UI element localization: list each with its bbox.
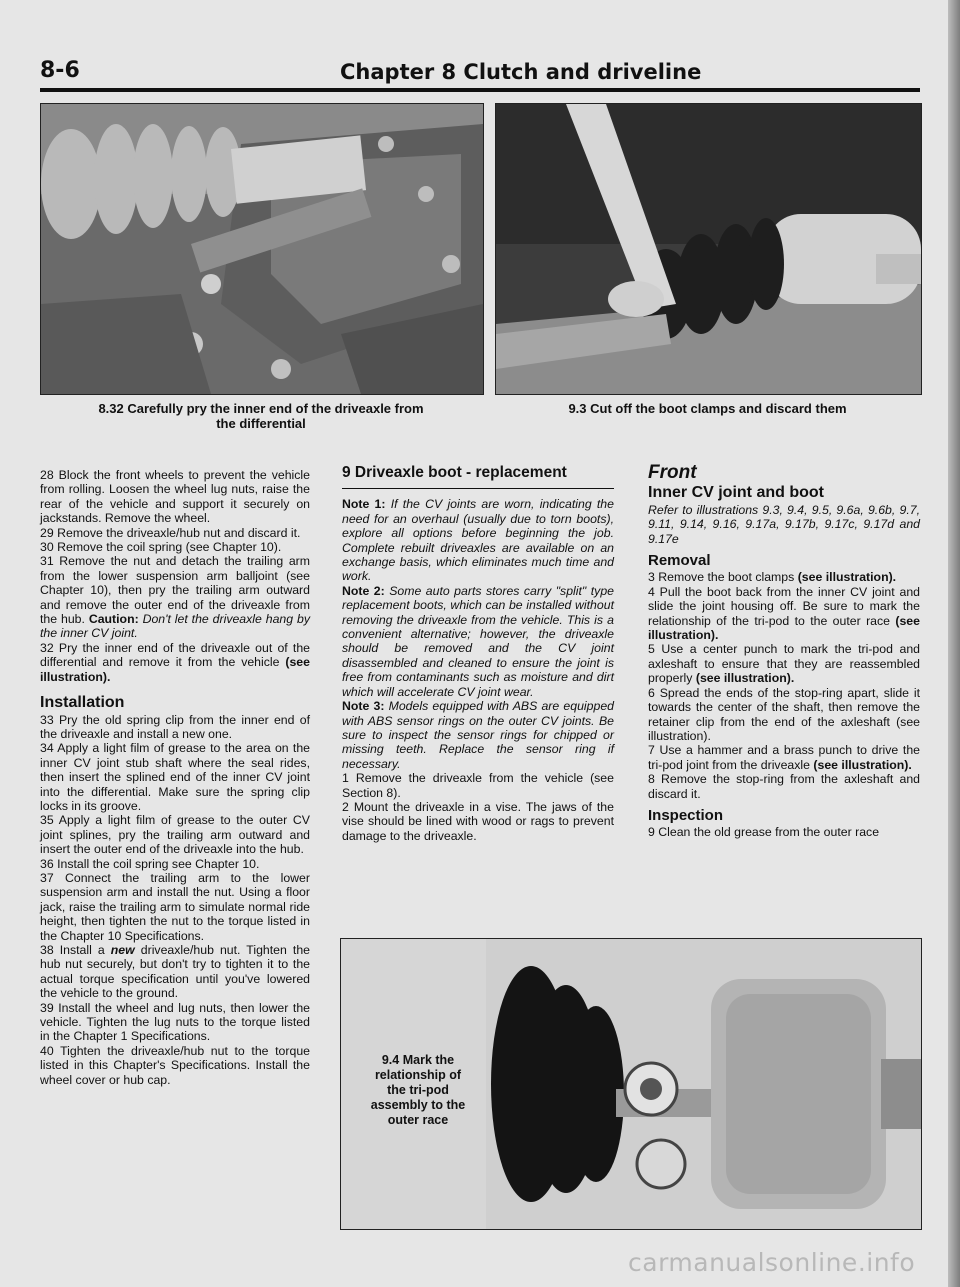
step-7-see: (see illustration). (813, 757, 912, 772)
caption-9-4-line5: outer race (387, 1113, 449, 1127)
step-2: 2 Mount the driveaxle in a vise. The jaws of the vise should be lined with wood or rags to prevent damage to the driveaxle. (342, 799, 614, 843)
photo-cut-boot-clamps (495, 103, 922, 395)
note-1 (342, 497, 614, 583)
page-header (40, 58, 920, 84)
step-39: 39 Install the wheel and lug nuts, then lower the vehicle. Tighten the lug nuts to the torque listed in the Chapter 1 Specifications. (40, 1000, 310, 1044)
note-1-text: If the CV joints are worn, indicating the need for an overhaul (usually due to torn boots), explore all options before beginning the job. Complete rebuilt driveaxles are available on an exchange basis, which eliminates much time and work. (342, 497, 614, 584)
step-6: 6 Spread the ends of the stop-ring apart, slide it towards the center of the shaft, then remove the retainer clip from the end of the axleshaft (see illustration). (648, 685, 920, 743)
note-3-text: Models equipped with ABS are equipped with ABS sensor rings on the outer CV joints. Be sure to inspect the sensor rings for chipped or missing teeth. Replace the sensor ring if necessary. (342, 699, 614, 771)
caption-9-4-line2: relationship of (374, 1068, 462, 1082)
header-rule (40, 88, 920, 92)
refer-illustrations: Refer to illustrations 9.3, 9.4, 9.5, 9.6a, 9.6b, 9.7, 9.11, 9.14, 9.16, 9.17a, 9.17b, 9.17c, 9.17d and 9.17e (648, 502, 920, 546)
step-9: 9 Clean the old grease from the outer race (648, 825, 880, 840)
step-33: 33 Pry the old spring clip from the inner end of the driveaxle and install a new one. (40, 712, 310, 741)
step-28: 28 Block the front wheels to prevent the vehicle from rolling. Loosen the wheel lug nuts, raise the rear of the vehicle and support it securely on jackstands. Remove the wheel. (40, 468, 310, 526)
note-2-label: Note 2: (342, 583, 385, 598)
driveaxle-differential-image (41, 104, 483, 394)
watermark: carmanualsonline.info (628, 1248, 916, 1277)
step-40: 40 Tighten the driveaxle/hub nut to the torque listed in this Chapter's Specifications. Install the wheel cover or hub cap. (40, 1043, 310, 1087)
note-3 (342, 699, 614, 771)
step-35: 35 Apply a light film of grease to the outer CV joint splines, pry the trailing arm outward and insert the outer end of the driveaxle into the hub. (40, 813, 310, 857)
removal-heading: Removal (648, 552, 711, 570)
step-7-text: 7 Use a hammer and a brass punch to drive the tri-pod joint from the driveaxle (648, 743, 920, 772)
step-4-text: 4 Pull the boot back from the inner CV joint and slide the joint housing off. Be sure to mark the relationship of the tri-pod to the outer race (648, 584, 920, 628)
step-4-see: (see illustration). (648, 613, 920, 643)
note-1-label: Note 1: (342, 497, 386, 512)
caption-9-3: 9.3 Cut off the boot clamps and discard them (568, 401, 847, 416)
step-1: 1 Remove the driveaxle from the vehicle (see Section 8). (342, 771, 614, 800)
step-31-caution-label: Caution: (88, 612, 139, 627)
cut-boot-clamps-image (496, 104, 921, 394)
step-4 (648, 585, 920, 643)
page-number: 8-6 (40, 58, 80, 83)
inner-cv-heading: Inner CV joint and boot (648, 484, 824, 502)
column-left (40, 468, 310, 1087)
photo-driveaxle-differential (40, 103, 484, 395)
step-38 (40, 943, 310, 1001)
step-5-see: (see illustration). (695, 671, 795, 686)
step-31 (40, 554, 310, 640)
step-29: 29 Remove the driveaxle/hub nut and discard it. (40, 525, 301, 540)
step-36: 36 Install the coil spring see Chapter 10. (40, 856, 260, 871)
step-3-text: 3 Remove the boot clamps (648, 570, 798, 585)
step-30: 30 Remove the coil spring (see Chapter 10). (40, 540, 282, 555)
caption-8-32-line2: the differential (216, 416, 306, 431)
installation-heading: Installation (40, 694, 125, 712)
step-38-new: new (110, 943, 135, 957)
front-heading: Front (648, 462, 697, 483)
step-32-text: 32 Pry the inner end of the driveaxle out of the differential and remove it from the vehicle (40, 640, 310, 670)
caption-9-4-line1: 9.4 Mark the (381, 1053, 455, 1067)
step-7 (648, 743, 920, 772)
step-31-caution-text: Don't let the driveaxle hang by the inner CV joint. (40, 612, 310, 641)
caption-9-4 (350, 1053, 486, 1128)
note-2 (342, 584, 614, 699)
note-3-label: Note 3: (342, 699, 385, 714)
caption-9-4-line4: assembly to the (370, 1098, 466, 1112)
column-middle (342, 466, 614, 843)
caption-9-4-line3: the tri-pod (387, 1083, 449, 1097)
step-32 (40, 641, 310, 684)
caption-8-32-line1: 8.32 Carefully pry the inner end of the driveaxle from (98, 401, 424, 416)
note-2-text: Some auto parts stores carry "split" type replacement boots, which can be installed without removing the driveaxle from the vehicle. This is a convenient alternative; however, the driveaxle should be removed and the CV joint disassembled and cleaned to ensure the joint is free from contaminants such as moisture and dirt which will accelerate CV joint wear. (342, 583, 614, 699)
step-5 (648, 642, 920, 685)
step-5-text: 5 Use a center punch to mark the tri-pod and axleshaft to ensure that they are reassembled properly (648, 642, 920, 686)
step-8: 8 Remove the stop-ring from the axleshaft and discard it. (648, 772, 920, 801)
step-31-text: 31 Remove the nut and detach the trailing arm from the lower suspension arm balljoint (see Chapter 10), then pry the trailing arm outward and remove the outer end of the driveaxle from the hub. (40, 554, 310, 627)
section-rule (342, 488, 614, 489)
column-right (648, 462, 920, 840)
page-edge-shadow (948, 0, 960, 1287)
step-3-see: (see illustration). (797, 570, 897, 585)
step-37: 37 Connect the trailing arm to the lower suspension arm and install the nut. Using a floor jack, raise the trailing arm to simulate normal ride height, then tighten the nut to the torque listed in the Chapter 10 Specifications. (40, 870, 310, 943)
section-9-title: 9 Driveaxle boot - replacement (342, 464, 567, 481)
step-34: 34 Apply a light film of grease to the area on the inner CV joint stub shaft where the seal rides, then insert the splined end of the inner CV joint into the differential. Make sure the spring clip locks in its groove. (40, 741, 310, 813)
step-38-text-a: 38 Install a (40, 943, 111, 957)
inspection-heading: Inspection (648, 806, 724, 824)
chapter-title: Chapter 8 Clutch and driveline (340, 60, 702, 84)
step-32-see: (see illustration). (40, 655, 310, 684)
step-38-text-b: driveaxle/hub nut. Tighten the hub nut securely, but don't try to tighten it to the actual torque specification until you've lowered the vehicle to the ground. (40, 943, 310, 1001)
step-3 (648, 570, 920, 584)
caption-8-32 (40, 401, 482, 431)
